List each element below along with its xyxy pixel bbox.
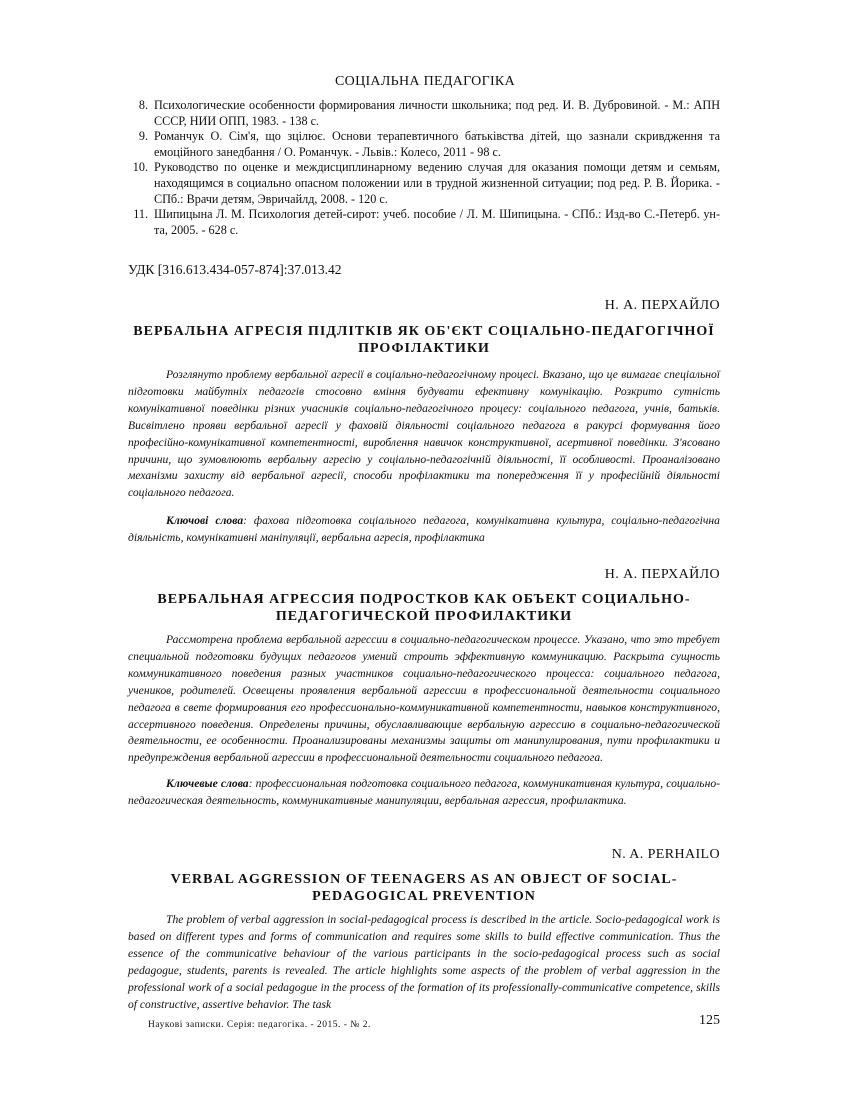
abstract-ru: Рассмотрена проблема вербальной агрессии в социально-педагогическом процессе. Указано, что это требует специальной подготовки будущих педагогов умений строить эффективную коммуникацию. Раскрыта сущность коммуникативного поведения разных участников социально-педагогического процесса: социального педагога, учеников, родителей. Освещены проявления вербальной агрессии в профессиональной деятельности социального педагога в свете формирования его профессионально-коммуникативной компетентности, навыков конструктивного, ассертивного поведения. Определены причины, обуславливающие вербальную агрессию в социально-педагогической деятельности, ее особенности. Проанализированы механизмы защиты от манипулирования, пути профилактики и предупреждения вербальной агрессии в профессиональной деятельности социального педагога.	[128, 633, 720, 765]
keywords-label: Ключові слова	[166, 514, 244, 527]
reference-number: 11.	[133, 207, 148, 222]
page-number: 125	[699, 1013, 720, 1028]
reference-text: Руководство по оценке и междисциплинарному ведению случая для оказания помощи детям и семьям, находящимся в социально опасном положении или в трудной жизненной ситуации; под ред. Р. В. Йорика. - СПб.: Врачи детям, Эвричайлд, 2008. - 120 с.	[154, 160, 720, 206]
running-head: СОЦІАЛЬНА ПЕДАГОГІКА	[335, 74, 515, 89]
reference-number: 8.	[138, 98, 148, 112]
reference-number: 9.	[138, 129, 148, 144]
reference-number: 10.	[132, 160, 148, 175]
reference-text: Романчук О. Сім'я, що зцілює. Основи терапевтичного батьківства дітей, що зазнали скривдження та емоційного занедбання / О. Романчук. - Львів.: Колесо, 2011 - 98 с.	[154, 129, 720, 159]
keywords-ru	[128, 776, 720, 810]
reference-text: Шипицына Л. М. Психология детей-сирот: учеб. пособие / Л. М. Шипицына. - СПб.: Изд-во С.-Петерб. ун-та, 2005. - 628 с.	[154, 207, 720, 237]
reference-item	[128, 98, 720, 129]
title-ua: ВЕРБАЛЬНА АГРЕСІЯ ПІДЛІТКІВ ЯК ОБ'ЄКТ СОЦІАЛЬНО-ПЕДАГОГІЧНОЇ ПРОФІЛАКТИКИ	[133, 324, 715, 356]
reference-item	[128, 160, 720, 207]
reference-text: Психологические особенности формирования личности школьника; под ред. И. В. Дубровиной. - М.: АПН СССР, НИИ ОПП, 1983. - 138 с.	[154, 98, 720, 128]
keywords-text: : фахова підготовка соціального педагога, комунікативна культура, соціально-педагогічна діяльність, комунікативні маніпуляції, вербальна агресія, профілактика	[128, 514, 720, 544]
title-ru: ВЕРБАЛЬНАЯ АГРЕССИЯ ПОДРОСТКОВ КАК ОБЪЕКТ СОЦИАЛЬНО-ПЕДАГОГИЧЕСКОЙ ПРОФИЛАКТИКИ	[157, 592, 691, 624]
abstract-ua: Розглянуто проблему вербальної агресії в соціально-педагогічному процесі. Вказано, що це вимагає спеціальної підготовки майбутніх педагогів стосовно вміння будувати ефективну комунікацію. Розкрито сутність комунікативної поведінки різних учасників соціально-педагогічного процесу: соціального педагога, учнів, батьків. Висвітлено прояви вербальної агресії у фаховій діяльності соціального педагога в ракурсі формування його професійно-комунікативної компетентності, вироблення навичок конструктивної, асертивної поведінки. З'ясовано причини, що зумовлюють вербальну агресію у соціально-педагогічній діяльності, її особливості. Проаналізовано механізми захисту від вербальної агресії, способи профілактики та попередження її у професійній діяльності соціального педагога.	[128, 368, 720, 500]
reference-item	[128, 207, 720, 238]
reference-item	[128, 129, 720, 160]
abstract-en: The problem of verbal aggression in social-pedagogical process is described in the article. Socio-pedagogical work is based on different types and forms of communication and requires some skills to build effective communication. Thus the essence of the communicative behaviour of the various participants in the socio-pedagogical process such as social pedagogue, students, parents is revealed. The article highlights some aspects of the problem of verbal aggression in the professional work of a social pedagogue in the process of the formation of its professionally-communicative competence, skills of constructive, assertive behavior. The task	[128, 913, 720, 1011]
udk-code: УДК [316.613.434-057-874]:37.013.42	[128, 262, 342, 277]
title-en: VERBAL AGGRESSION OF TEENAGERS AS AN OBJECT OF SOCIAL-PEDAGOGICAL PREVENTION	[170, 872, 678, 904]
journal-footer: Наукові записки. Серія: педагогіка. - 2015. - № 2.	[148, 1020, 371, 1030]
author-ua: Н. А. ПЕРХАЙЛО	[604, 298, 720, 313]
keywords-label: Ключевые слова	[166, 777, 249, 790]
reference-list	[128, 98, 720, 238]
keywords-ua	[128, 513, 720, 547]
author-ru: Н. А. ПЕРХАЙЛО	[604, 567, 720, 582]
author-en: N. A. PERHAILO	[611, 847, 720, 862]
keywords-text: : профессиональная подготовка социального педагога, коммуникативная культура, социально-педагогическая деятельность, коммуникативные манипуляции, вербальная агрессия, профилактика.	[128, 777, 720, 807]
